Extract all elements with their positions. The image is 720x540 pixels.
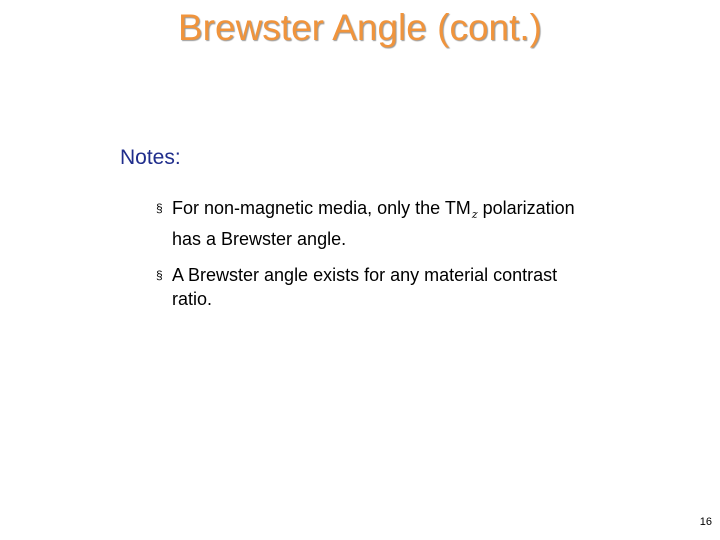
bullet-text-after: polarization has a Brewster angle. (172, 198, 575, 249)
tm-subscript: z (471, 208, 478, 221)
notes-bullet-list (156, 196, 576, 323)
notes-heading: Notes: (120, 146, 181, 169)
bullet-marker-icon: § (156, 268, 163, 282)
slide-title: Brewster Angle (cont.) (178, 7, 542, 48)
page-number: 16 (699, 516, 712, 528)
bullet-marker-icon: § (156, 201, 163, 215)
bullet-item-non-magnetic (156, 196, 576, 251)
bullet-text: A Brewster angle exists for any material contrast ratio. (172, 265, 558, 309)
bullet-text-before: For non-magnetic media, only the TM (172, 198, 471, 218)
bullet-item-contrast-ratio (156, 263, 576, 311)
